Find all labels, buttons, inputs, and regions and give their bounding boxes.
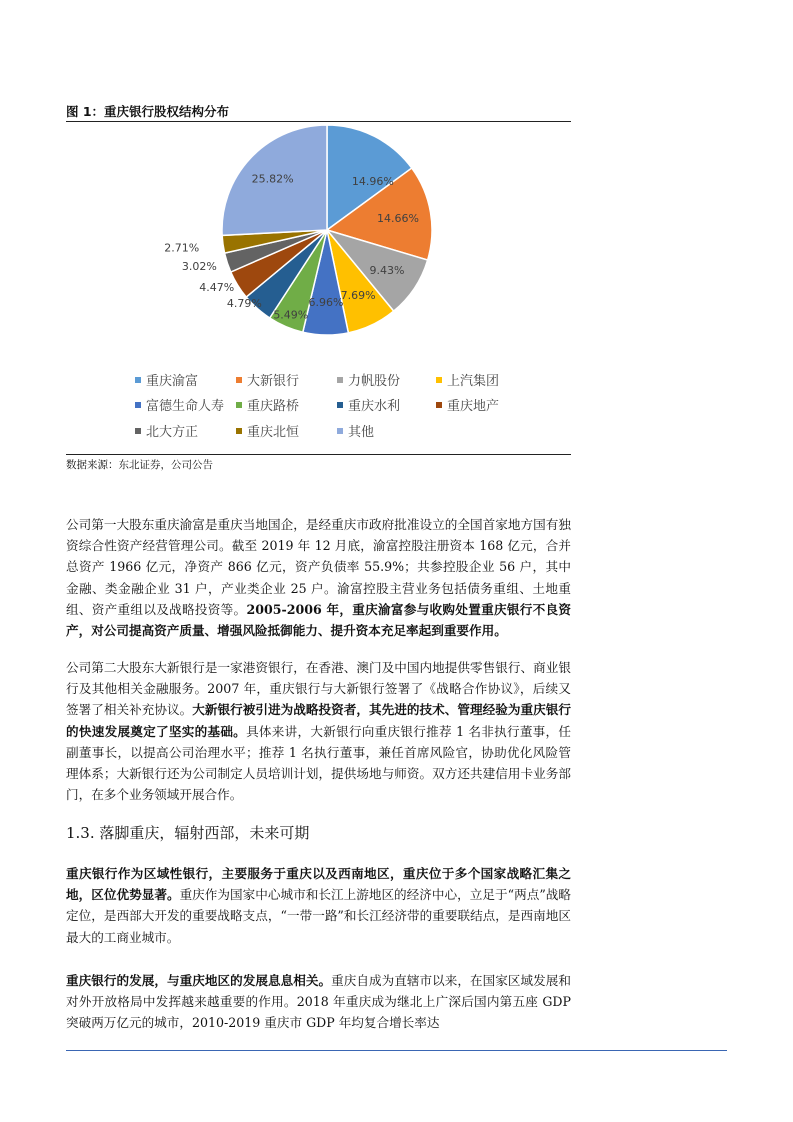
p2-bold: 大新银行被引进为战略投资者，其先进的技术、管理经验为重庆银行的快速发展奠定了坚实的基础。 <box>66 702 572 739</box>
pie-label-8: 4.47% <box>199 281 235 295</box>
figure-bottom-rule <box>66 454 571 455</box>
legend-label-7: 重庆水利 <box>348 399 401 414</box>
p2-text-b: 具体来讲，大新银行向重庆银行推荐 1 名非执行董事，任副董事长，以提高公司治理水平；推荐 1 名执行董事，兼任首席风险官，协助优化风险管理体系；大新银行还为公司制定人员培训计划，提供场地与师资。双方还共建信用卡业务部门，在多个业务领域开展合作。 <box>66 723 572 803</box>
legend-label-1: 重庆渝富 <box>146 374 199 389</box>
legend-label-5: 富德生命人寿 <box>146 399 225 414</box>
pie-label-10: 2.71% <box>164 241 200 255</box>
pie-label-1: 14.96% <box>351 175 394 188</box>
legend-swatch-6 <box>236 402 242 408</box>
legend-label-10: 重庆北恒 <box>247 425 300 440</box>
pie-label-9: 3.02% <box>181 260 217 274</box>
legend-swatch-1 <box>135 377 141 383</box>
paragraph-regional-bank <box>66 863 571 948</box>
pie-label-5: 6.96% <box>308 296 344 309</box>
figure-title: 图 1：重庆银行股权结构分布 <box>66 104 230 119</box>
p2-text-a: 公司第二大股东大新银行是一家港资银行，在香港、澳门及中国内地提供零售银行、商业银行及其他相关金融服务。2007 年，重庆银行与大新银行签署了《战略合作协议》，后续又签署了相关补充协议。 <box>66 660 571 718</box>
pie-label-11: 25.82% <box>251 172 294 186</box>
legend-swatch-11 <box>337 428 343 434</box>
p3-text: 重庆作为国家中心城市和长江上游地区的经济中心，立足于“两点”战略定位，是西部大开发的重要战略支点，“一带一路”和长江经济带的重要联结点，是西南地区最大的工商业城市。 <box>66 887 571 945</box>
legend-label-4: 上汽集团 <box>447 374 500 389</box>
legend-label-8: 重庆地产 <box>447 399 500 414</box>
legend-swatch-5 <box>135 402 141 408</box>
legend-swatch-3 <box>337 377 343 383</box>
pie-label-7: 4.79% <box>226 297 262 311</box>
p4-bold: 重庆银行的发展，与重庆地区的发展息息相关。 <box>66 973 332 988</box>
p4-text: 重庆自成为直辖市以来，在国家区域发展和对外开放格局中发挥越来越重要的作用。2018 年重庆成为继北上广深后国内第五座 GDP 突破两万亿元的城市，2010-2019 重庆市 GDP 年均复合增长率达 <box>66 973 572 1031</box>
paragraph-second-shareholder-dahsing <box>66 657 571 805</box>
legend-swatch-2 <box>236 377 242 383</box>
legend-label-3: 力帆股份 <box>348 374 401 389</box>
legend-swatch-10 <box>236 428 242 434</box>
legend-swatch-4 <box>436 377 442 383</box>
p1-text: 公司第一大股东重庆渝富是重庆当地国企，是经重庆市政府批准设立的全国首家地方国有独资综合性资产经营管理公司。截至 2019 年 12 月底，渝富控股注册资本 168 亿元，合并总资产 1966 亿元，净资产 866 亿元，资产负债率 55.9%；共参控股企业 56 户，其中金融、类金融企业 31 户，产业类企业 25 户。渝富控股主营业务包括债务重组、土地重组、资产重组以及战略投资等。 <box>66 517 571 617</box>
legend-label-11: 其他 <box>348 425 375 440</box>
legend-swatch-7 <box>337 402 343 408</box>
legend-swatch-8 <box>436 402 442 408</box>
paragraph-major-shareholder-yufu <box>66 514 571 641</box>
legend-swatch-9 <box>135 428 141 434</box>
pie-label-3: 9.43% <box>369 263 405 277</box>
ownership-pie-chart <box>66 122 571 452</box>
legend-label-6: 重庆路桥 <box>247 399 300 414</box>
pie-label-6: 5.49% <box>273 308 309 322</box>
legend-label-9: 北大方正 <box>146 425 199 440</box>
p1-bold: 2005-2006 年，重庆渝富参与收购处置重庆银行不良资产，对公司提高资产质量、增强风险抵御能力、提升资本充足率起到重要作用。 <box>66 601 572 639</box>
pie-label-2: 14.66% <box>377 211 419 225</box>
paragraph-chongqing-development <box>66 970 571 1034</box>
section-heading: 1.3. 落脚重庆，辐射西部，未来可期 <box>66 824 310 842</box>
pie-label-4: 7.69% <box>340 288 376 302</box>
figure-source: 数据来源：东北证券，公司公告 <box>66 459 213 471</box>
legend-label-2: 大新银行 <box>247 374 300 389</box>
p3-bold: 重庆银行作为区域性银行，主要服务于重庆以及西南地区，重庆位于多个国家战略汇集之地，区位优势显著。 <box>66 866 571 903</box>
footer-divider <box>66 1050 727 1051</box>
